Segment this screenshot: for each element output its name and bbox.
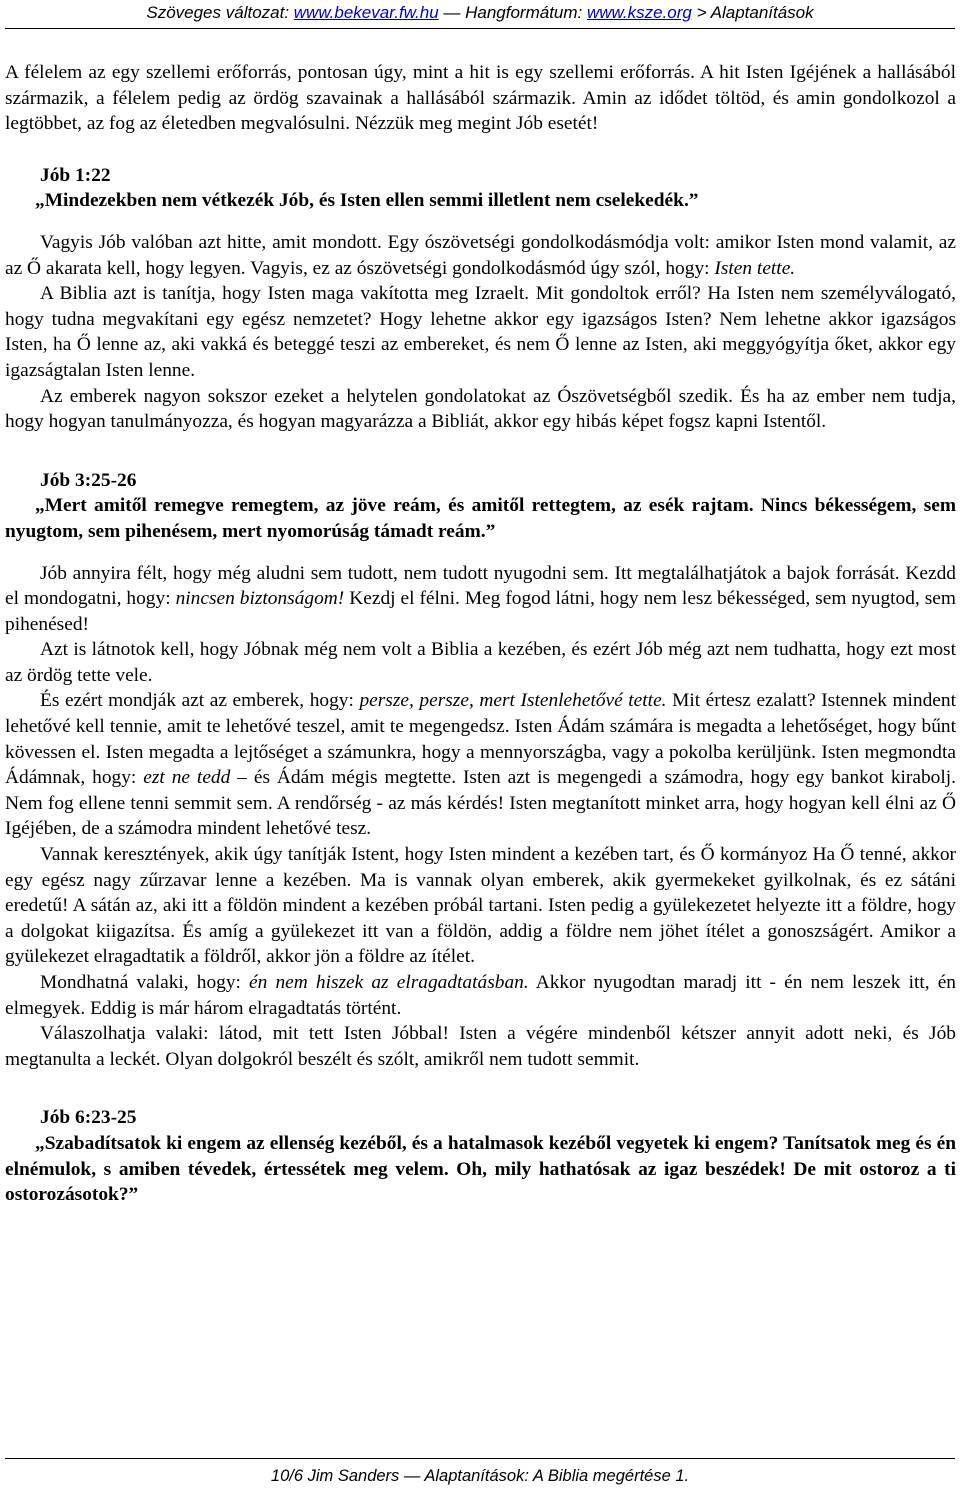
scripture-ref-job-6-23: Jób 6:23-25: [40, 1107, 137, 1129]
italic-phrase: Isten tette.: [714, 257, 796, 279]
page-header: [0, 3, 960, 23]
scripture-quote-job-3-25: „Mert amitől remegve remegtem, az jöve reám, és amitől rettegtem, az esék rajtam. Nincs békességem, sem nyugtom, sem pihenésem, mert nyomorúság támadt reám.”: [5, 495, 956, 542]
italic-phrase: én nem hiszek az elragadtatásban.: [249, 972, 529, 993]
header-mid: — Hangformátum:: [438, 3, 587, 22]
paragraph: Azt is látnotok kell, hogy Jóbnak még nem volt a Biblia a kezében, és ezért Jób még azt nem tudhatta, hogy ezt most az ördög tette vele.: [5, 639, 956, 686]
intro-paragraph: A félelem az egy szellemi erőforrás, pontosan úgy, mint a hit is egy szellemi erőforrás. A hit Isten Igéjének a hallásából származik, a félelem pedig az ördög szavainak a hallásából származik. Amin az idődet töltöd, és amin gondolkozol a legtöbbet, az fog az életedben megvalósulni. Nézzük meg megint Jób esetét!: [5, 62, 956, 135]
link-bekevar[interactable]: www.bekevar.fw.hu: [293, 3, 439, 22]
italic-phrase: persze, persze, mert Istenlehetővé tette.: [359, 690, 667, 712]
scripture-quote-job-1-22: „Mindezekben nem vétkezék Jób, és Isten ellen semmi illetlent nem cselekedék.”: [35, 190, 699, 212]
italic-phrase: nincsen biztonságom!: [175, 588, 345, 610]
paragraph: És ezért mondják azt az emberek, hogy: persze, persze, mert Istenlehetővé tette. Mit értesz ezalatt? Istennek mindent lehetővé kell tennie, amit te lehetővé teszel, amit te megengedsz. Isten Ádám számára is megadta a lehetőséget, hogy bűnt kövessen el. Isten megadta a lejtőséget a számunkra, hogy a mennyországba, vagy a pokolba kerüljünk. Isten megmondta Ádámnak, hogy: ezt ne tedd – és Ádám mégis megtette. Isten azt is megengedi a számodra, hogy egy bankot kirabolj. Nem fog ellene tenni semmit sem. A rendőrség - az más kérdés! Isten megtanított minket arra, hogy hogyan kell élni az Ő Igéjében, de a számodra mindent lehetővé tesz.: [5, 690, 956, 840]
scripture-ref-job-3-25: Jób 3:25-26: [40, 469, 137, 491]
paragraph: Mondhatná valaki, hogy: én nem hiszek az elragadtatásban. Akkor nyugodtan maradj itt - én nem leszek itt, én elmegyek. Eddig is már három elragadtatás történt.: [5, 972, 957, 1019]
page-footer: 10/6 Jim Sanders — Alaptanítások: A Biblia megértése 1.: [270, 1467, 690, 1485]
paragraph: Vannak keresztények, akik úgy tanítják Istent, hogy Isten mindent a kezében tart, és Ő kormányoz Ha Ő tenné, akkor egy egész nagy zűrzavar lenne a kezében. Ma is vannak olyan emberek, akik gyermekeket gyilkolnak, és ez sátáni eredetű! A sátán az, aki itt a földön mindent a kezében próbál tartani. Isten pedig a gyülekezetet helyezte itt a földre, hogy a dolgokat kiigazítsa. És amíg a gyülekezet itt van a földön, addig a földre nem jöhet ítélet a gonoszságért. Amikor a gyülekezet elragadtatik a földről, akkor jön a földre az ítélet.: [5, 844, 956, 968]
scripture-quote-job-6-23: „Szabadítsatok ki engem az ellenség kezéből, és a hatalmasok kezéből vegyetek ki engem? Tanítsatok meg és én elnémulok, s amiben tévedek, értessétek meg velem. Oh, mily hathatósak az igaz beszédek! De mit ostoroz a ti ostorozásotok?”: [5, 1132, 956, 1206]
paragraph: Vagyis Jób valóban azt hitte, amit mondott. Egy ószövetségi gondolkodásmódja volt: amikor Isten mond valamit, az az Ő akarata kell, hogy legyen. Vagyis, ez az ószövetségi gondolkodásmód úgy szól, hogy: Isten tette.: [5, 231, 956, 279]
link-ksze[interactable]: www.ksze.org: [587, 3, 692, 22]
header-suffix: > Alaptanítások: [691, 3, 814, 22]
italic-phrase: ezt ne tedd: [143, 767, 231, 789]
header-prefix: Szöveges változat:: [146, 3, 294, 22]
paragraph: Válaszolhatja valaki: látod, mit tett Isten Jóbbal! Isten a végére mindenből kétszer annyit adott neki, és Jób megtanulta a leckét. Olyan dolgokról beszélt és szólt, amikről nem tudott semmit.: [5, 1023, 956, 1070]
document-body: [5, 60, 956, 1208]
scripture-ref-job-1-22: Jób 1:22: [40, 164, 111, 186]
paragraph: A Biblia azt is tanítja, hogy Isten maga vakította meg Izraelt. Mit gondoltok erről? Ha Isten nem személyválogató, hogy tudna megvakítani egy egész nemzetet? Hogy lehetne akkor egy igazságos Isten? Nem lehetne akkor igazságos Isten, ha Ő lenne az, aki vakká és beteggé teszi az embereket, és nem Ő lenne az Isten, aki meggyógyítja őket, akkor egy igazságtalan Isten lenne.: [5, 283, 956, 381]
paragraph: Jób annyira félt, hogy még aludni sem tudott, nem tudott nyugodni sem. Itt megtalálhatjátok a bajok forrását. Kezdd el mondogatni, hogy: nincsen biztonságom! Kezdj el félni. Meg fogod látni, hogy nem lesz békességed, sem nyugtod, sem pihenésed!: [5, 562, 956, 635]
header-rule: [5, 28, 955, 29]
footer-rule: [5, 1458, 955, 1459]
paragraph: Az emberek nagyon sokszor ezeket a helytelen gondolatokat az Ószövetségből szedik. És ha az ember nem tudja, hogy hogyan tanulmányozza, és hogyan magyarázza a Bibliát, akkor egy hibás képet fogsz kapni Istentől.: [5, 385, 956, 433]
